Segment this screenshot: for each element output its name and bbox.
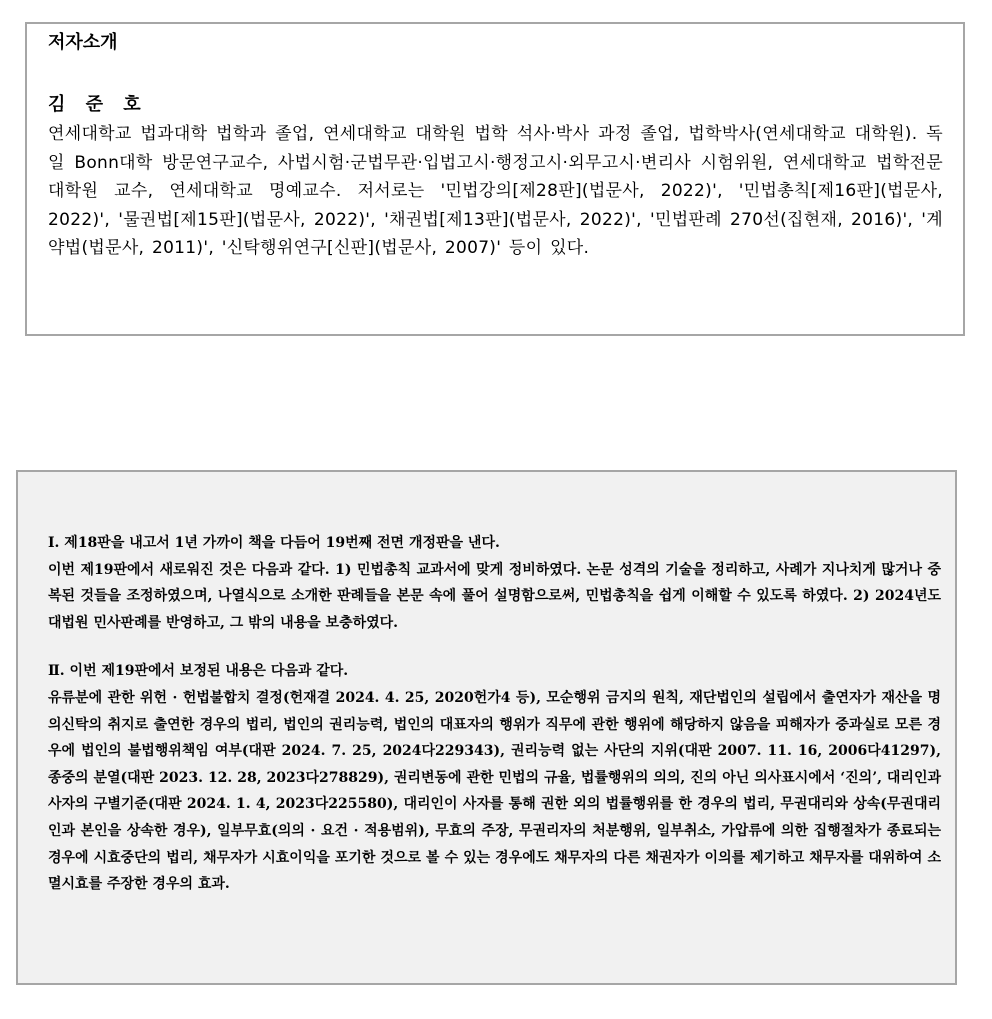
author-bio: 연세대학교 법과대학 법학과 졸업, 연세대학교 대학원 법학 석사·박사 과정 졸업, 법학박사(연세대학교 대학원). 독일 Bonn대학 방문연구교수, 사법시험·군법무관·입법고시·행정고시·외무고시·변리사 시험위원, 연세대학교 법학전문대학원 교수, 연세대학교 명예교수. 저서로는 '민법강의[제28판](법문사, 2022)', '민법총칙[제16판](법문사, 2022)', '물권법[제15판](법문사, 2022)', '채권법[제13판](법문사, 2022)', '민법판례 270선(집현재, 2016)', '계약법(법문사, 2011)', '신탁행위연구[신판](법문사, 2007)' 등이 있다. — [48, 124, 943, 258]
preface-section-2-body: 유류분에 관한 위헌 · 헌법불합치 결정(헌재결 2024. 4. 25, 2020헌가4 등), 모순행위 금지의 원칙, 재단법인의 설립에서 출연자가 재산을 명의신탁의 취지로 출연한 경우의 법리, 법인의 권리능력, 법인의 대표자의 행위가 직무에 관한 행위에 해당하지 않음을 피해자가 중과실로 모른 경우에 법인의 불법행위책임 여부(대판 2024. 7. 25, 2024다229343), 권리능력 없는 사단의 지위(대판 2007. 11. 16, 2006다41297), 종중의 분열(대판 2023. 12. 28, 2023다278829), 권리변동에 관한 민법의 규율, 법률행위의 의의, 진의 아닌 의사표시에서 ‘진의’, 대리인과 사자의 구별기준(대판 2024. 1. 4, 2023다225580), 대리인이 사자를 통해 권한 외의 법률행위를 한 경우의 법리, 무권대리와 상속(무권대리인과 본인을 상속한 경우), 일부무효(의의 · 요건 · 적용범위), 무효의 주장, 무권리자의 처분행위, 일부취소, 가압류에 의한 집행절차가 종료되는 경우에 시효중단의 법리, 채무자가 시효이익을 포기한 것으로 볼 수 있는 경우에도 채무자의 다른 채권자가 이의를 제기하고 채무자를 대위하여 소멸시효를 주장한 경우의 효과. — [48, 689, 941, 893]
preface-section-1-title: Ⅰ. 제18판을 내고서 1년 가까이 책을 다듬어 19번째 전면 개정판을 낸다. — [48, 535, 500, 551]
preface-box — [16, 470, 957, 985]
author-name: 김 준 호 — [48, 94, 148, 115]
author-heading: 저자소개 — [48, 32, 118, 53]
preface-section-2-title: Ⅱ. 이번 제19판에서 보정된 내용은 다음과 같다. — [48, 663, 349, 680]
preface-section-2 — [48, 658, 941, 897]
author-intro-box — [25, 22, 965, 336]
preface-section-1-body: 이번 제19판에서 새로워진 것은 다음과 같다. 1) 민법총칙 교과서에 맞게 정비하였다. 논문 성격의 기술을 정리하고, 사례가 지나치게 많거나 중복된 것들을 조정하였으며, 나열식으로 소개한 판례들을 본문 속에 풀어 설명함으로써, 민법총칙을 쉽게 이해할 수 있도록 하였다. 2) 2024년도 대법원 민사판례를 반영하고, 그 밖의 내용을 보충하였다. — [48, 561, 941, 631]
preface-section-1 — [48, 530, 941, 636]
